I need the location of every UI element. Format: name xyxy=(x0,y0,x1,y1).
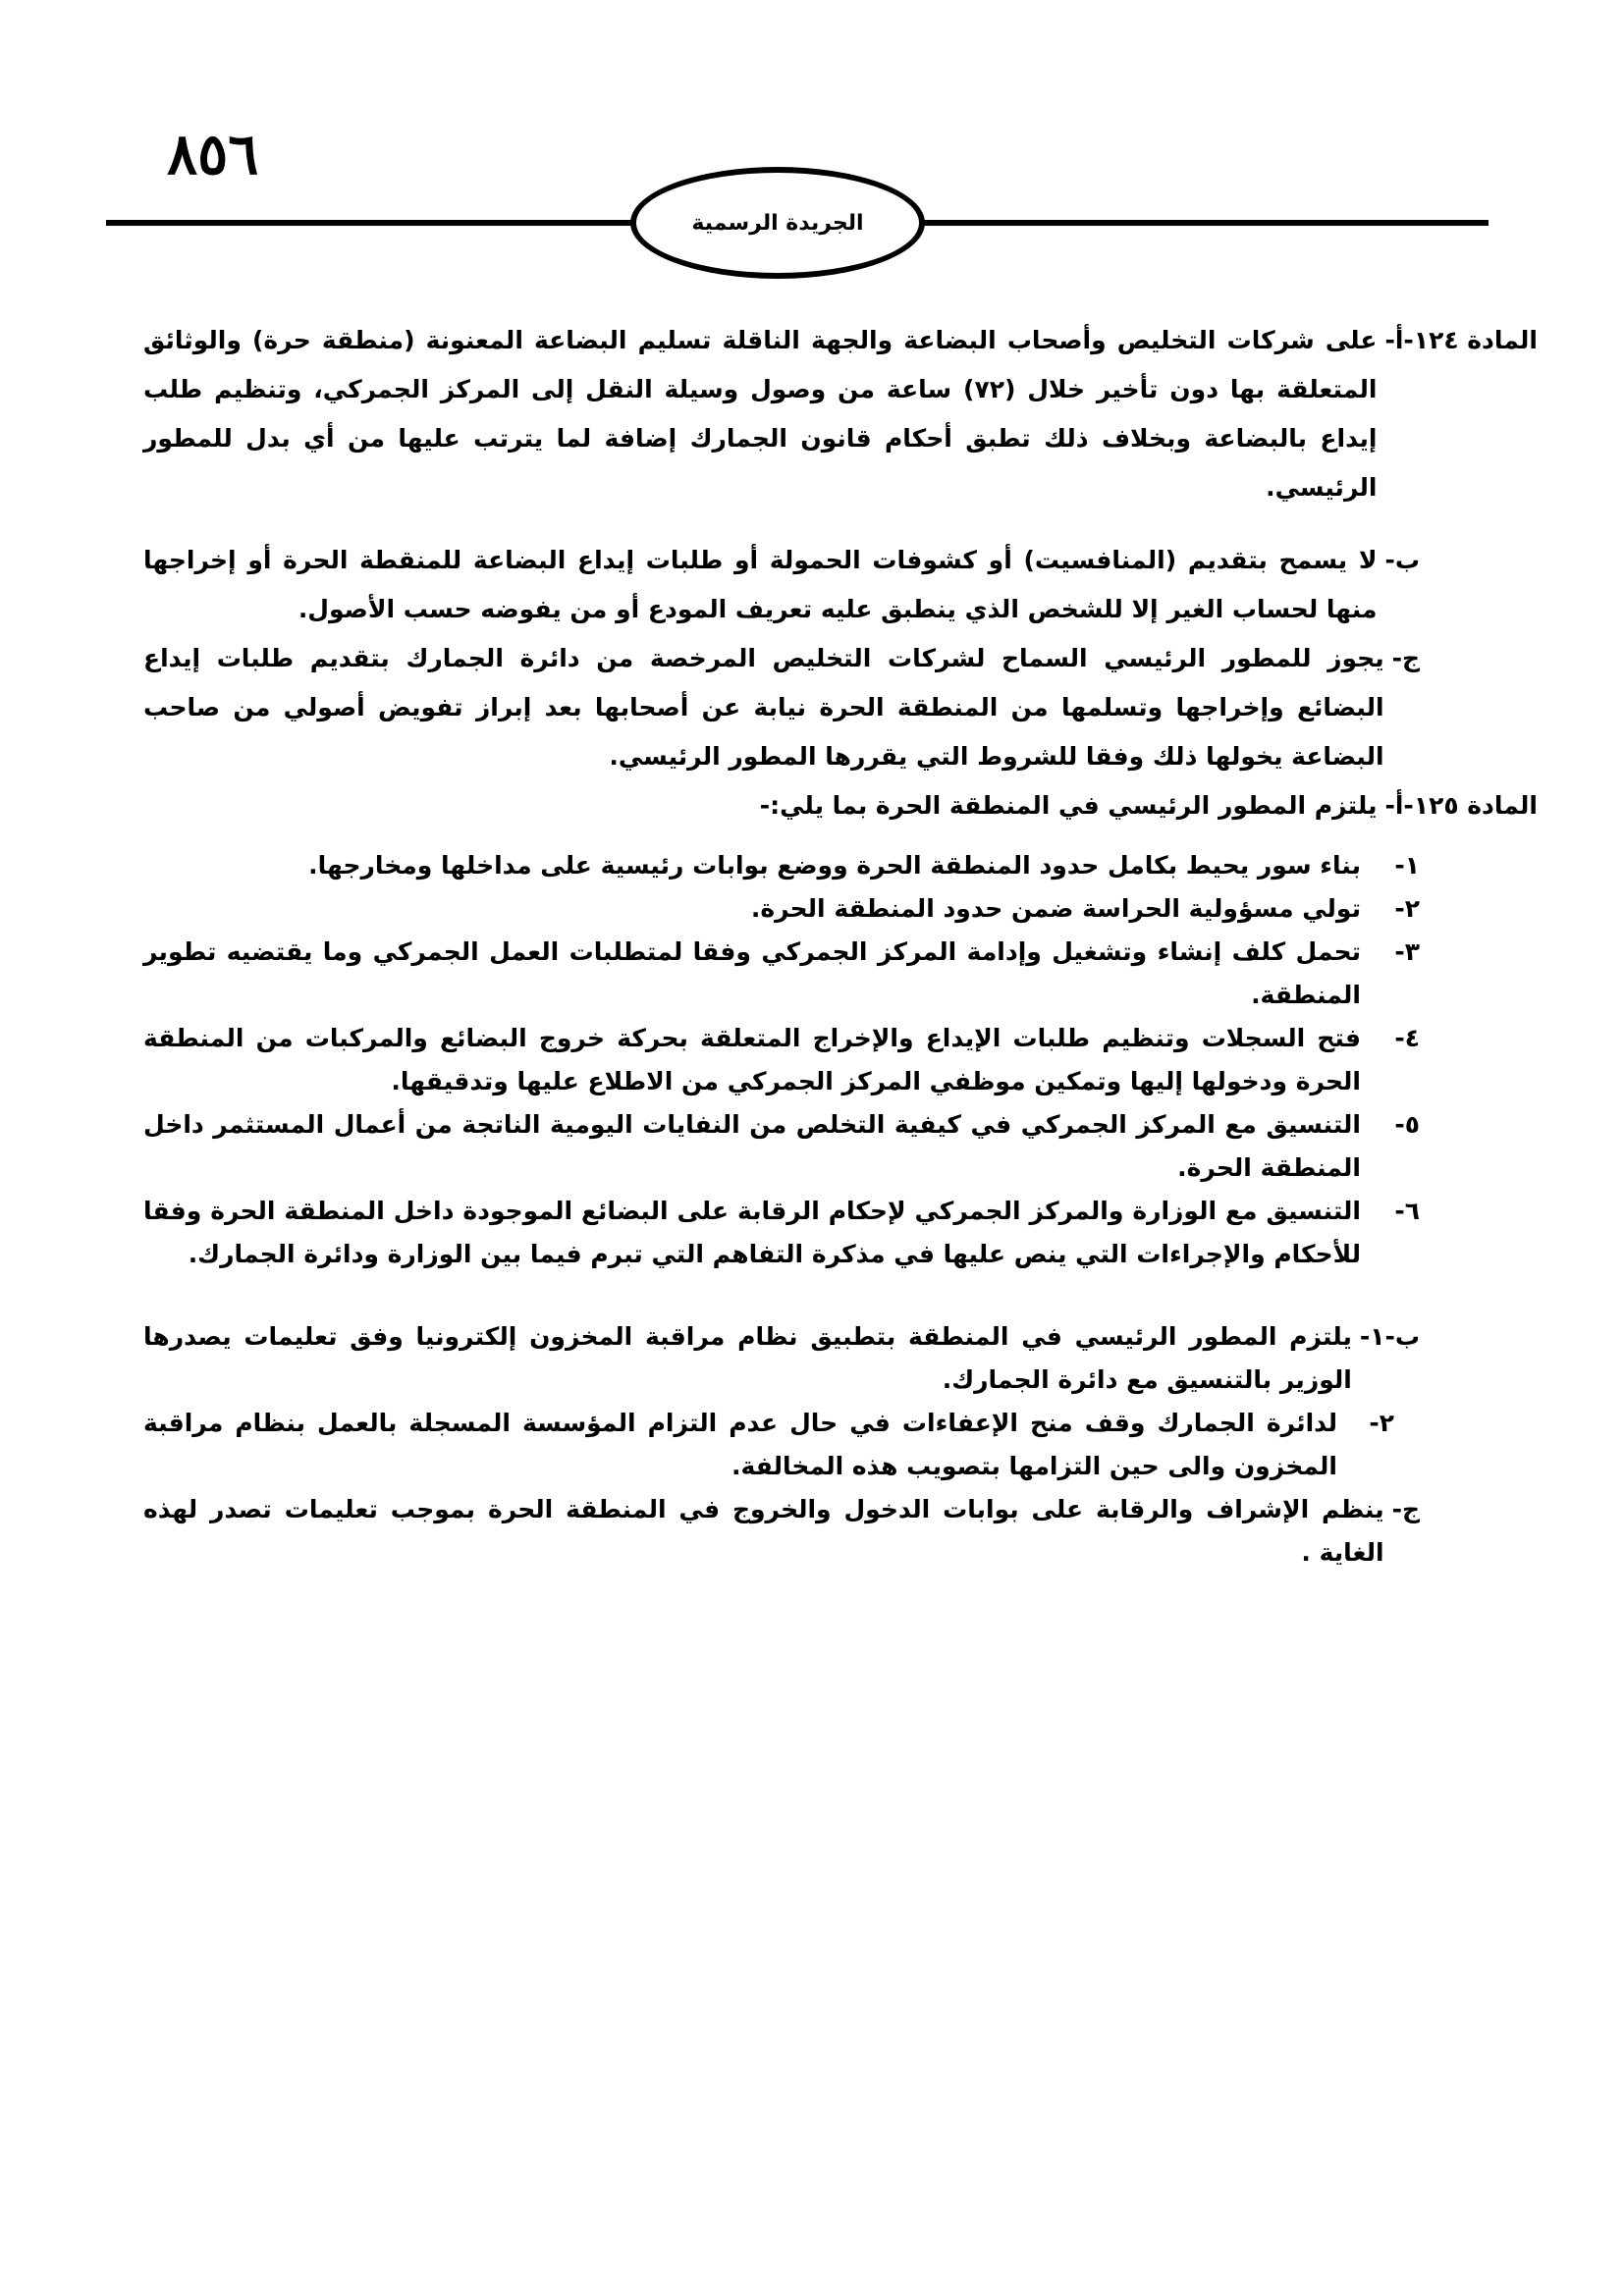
item-text: تولي مسؤولية الحراسة ضمن حدود المنطقة الحرة. xyxy=(750,894,1361,923)
article-125-title: المادة ١٢٥-أ- xyxy=(1384,791,1538,820)
list-item xyxy=(143,1402,1420,1488)
item-text: التنسيق مع الوزارة والمركز الجمركي لإحكام الرقابة على البضائع الموجودة داخل المنطقة الحرة وفقا للأحكام والإجراءات التي ينص عليها في مذكرة التفاهم التي تبرم فيما بين الوزارة ودائرة الجمارك. xyxy=(143,1197,1361,1268)
clause-label: ج- xyxy=(1391,1495,1420,1523)
item-label: ب-١- xyxy=(1359,1322,1420,1351)
item-text: بناء سور يحيط بكامل حدود المنطقة الحرة ووضع بوابات رئيسية على مداخلها ومخارجها. xyxy=(308,851,1361,880)
article-124-clause-c xyxy=(143,634,1420,781)
list-item xyxy=(143,1017,1420,1103)
list-item xyxy=(143,931,1420,1017)
article-124-clause-c-text: يجوز للمطور الرئيسي السماح لشركات التخليص المرخصة من دائرة الجمارك بتقديم طلبات إيداع البضائع وإخراجها وتسلمها من المنطقة الحرة نيابة عن أصحابها بعد إبراز تفويض أصولي من صاحب البضاعة يخولها ذلك وفقا للشروط التي يقررها المطور الرئيسي. xyxy=(143,644,1384,771)
article-124-clause-b xyxy=(143,536,1420,634)
item-text: التنسيق مع المركز الجمركي في كيفية التخلص من النفايات اليومية الناتجة من أعمال المستثمر داخل المنطقة الحرة. xyxy=(143,1110,1361,1182)
item-text: يلتزم المطور الرئيسي في المنطقة بتطبيق نظام مراقبة المخزون إلكترونيا وفق تعليمات يصدرها الوزير بالتنسيق مع دائرة الجمارك. xyxy=(143,1322,1352,1394)
item-text: فتح السجلات وتنظيم طلبات الإيداع والإخراج المتعلقة بحركة خروج البضائع والمركبات من المنطقة الحرة ودخولها إليها وتمكين موظفي المركز الجمركي من الاطلاع عليها وتدقيقها. xyxy=(143,1024,1361,1095)
list-item xyxy=(143,1190,1420,1276)
clause-label: ب- xyxy=(1384,546,1420,574)
article-125-clause-a-text: يلتزم المطور الرئيسي في المنطقة الحرة بما يلي:- xyxy=(759,791,1378,820)
page-number: ٨٥٦ xyxy=(167,121,259,187)
list-item xyxy=(143,1103,1420,1190)
document-body xyxy=(143,316,1538,1575)
item-text: لدائرة الجمارك وقف منح الإعفاءات في حال عدم التزام المؤسسة المسجلة بالعمل بنظام مراقبة المخزون والى حين التزامها بتصويب هذه المخالفة. xyxy=(143,1409,1337,1480)
publication-title-oval xyxy=(630,167,925,279)
article-125-clause-b xyxy=(143,1315,1420,1575)
item-label: ٢- xyxy=(1369,1409,1394,1437)
clause-label: ج- xyxy=(1391,644,1420,672)
article-124-clause-a-text: على شركات التخليص وأصحاب البضاعة والجهة الناقلة تسليم البضاعة المعنونة (منطقة حرة) والوثائق المتعلقة بها دون تأخير خلال (٧٢) ساعة من وصول وسيلة النقل إلى المركز الجمركي، وتنظيم طلب إيداع بالبضاعة وبخلاف ذلك تطبق أحكام قانون الجمارك إضافة لما يترتب عليها من أي بدل للمطور الرئيسي. xyxy=(143,326,1378,502)
article-125-items xyxy=(143,844,1420,1276)
item-label: ٢- xyxy=(1394,894,1420,923)
item-text: تحمل كلف إنشاء وتشغيل وإدامة المركز الجمركي وفقا لمتطلبات العمل الجمركي وما يقتضيه تطوير المنطقة. xyxy=(143,937,1361,1009)
article-125-clause-a xyxy=(143,781,1538,830)
item-label: ٤- xyxy=(1394,1024,1420,1052)
article-125-clause-c xyxy=(143,1488,1420,1575)
article-124-clause-a xyxy=(143,316,1538,512)
article-125-clause-c-text: ينظم الإشراف والرقابة على بوابات الدخول والخروج في المنطقة الحرة بموجب تعليمات تصدر لهذه الغاية . xyxy=(143,1495,1384,1567)
item-label: ٦- xyxy=(1394,1197,1420,1225)
item-label: ٣- xyxy=(1394,937,1420,966)
list-item xyxy=(143,1315,1420,1402)
article-124-title: المادة ١٢٤-أ- xyxy=(1384,326,1538,354)
article-124-clause-b-text: لا يسمح بتقديم (المنافسيت) أو كشوفات الحمولة أو طلبات إيداع البضاعة للمنقطة الحرة أو إخراجها منها لحساب الغير إلا للشخص الذي ينطبق عليه تعريف المودع أو من يفوضه حسب الأصول. xyxy=(143,546,1378,623)
publication-title: الجريدة الرسمية xyxy=(691,210,864,236)
list-item xyxy=(143,844,1420,887)
item-label: ٥- xyxy=(1394,1110,1420,1139)
list-item xyxy=(143,887,1420,931)
item-label: ١- xyxy=(1394,851,1420,880)
page-header xyxy=(0,0,1624,353)
